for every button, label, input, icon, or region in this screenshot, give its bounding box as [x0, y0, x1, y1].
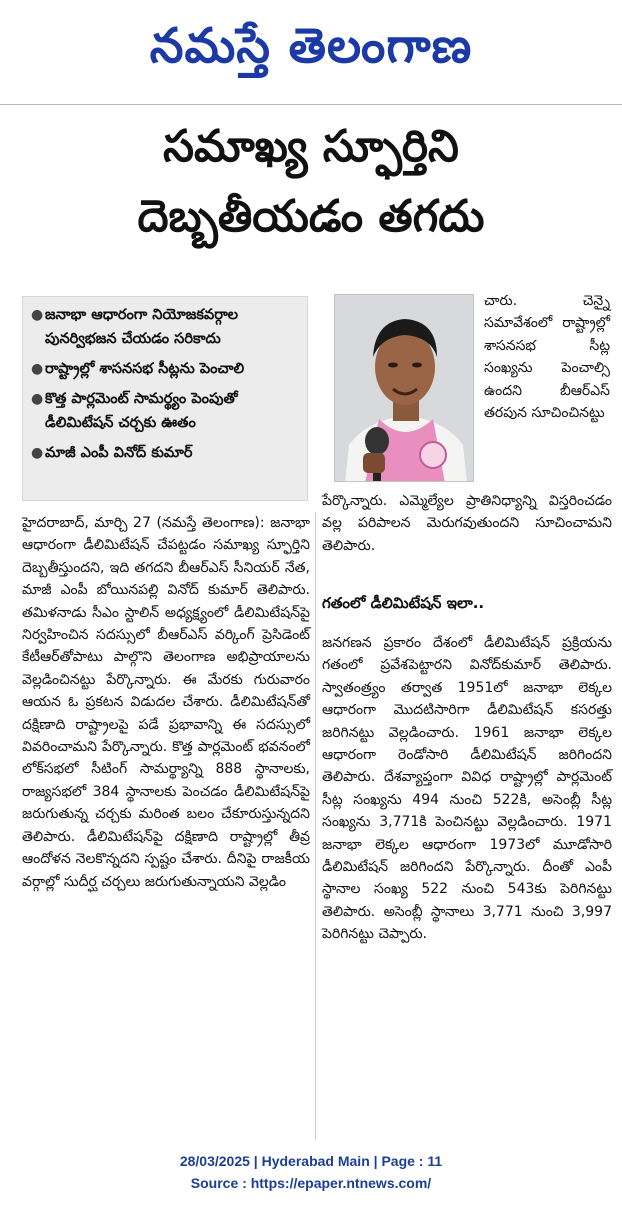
section-subheading: గతంలో డీలిమిటేషన్ ఇలా..: [322, 594, 485, 612]
headline-line-1: సమాఖ్య స్ఫూర్తిని: [163, 121, 459, 172]
article-right-top: [484, 290, 610, 424]
column-divider: [315, 512, 316, 1140]
highlight-item: [31, 357, 301, 381]
highlights-box: [22, 296, 308, 501]
headline-line-2: దెబ్బతీయడం తగదు: [137, 191, 485, 242]
article-paragraph: పేర్కొన్నారు. ఎమ్మెల్యేల ప్రాతినిధ్యాన్ని విస్తరించడం వల్ల పరిపాలన మెరుగవుతుందని సూచించామని తెలిపారు.: [322, 493, 612, 554]
article-left-column: [22, 512, 310, 893]
masthead: [0, 0, 622, 92]
footer-source-link[interactable]: Source : https://epaper.ntnews.com/: [190, 1175, 432, 1191]
bullet-icon: ●: [31, 361, 44, 377]
highlight-item: [31, 387, 301, 435]
article-paragraph: చారు. చెన్నై సమావేశంలో రాష్ట్రాల్లో శాసనసభ సీట్ల సంఖ్యను పెంచాల్సి ఉందని బీఆర్ఎస్ తరపున సూచించినట్టు: [484, 293, 610, 422]
bullet-icon: ●: [31, 391, 44, 407]
portrait-photo: [334, 294, 474, 482]
highlight-text: జనాభా ఆధారంగా నియోజకవర్గాల పునర్విభజన చేయడం సరికాదు: [45, 307, 239, 347]
bullet-icon: ●: [31, 445, 44, 461]
highlight-text: మాజీ ఎంపీ వినోద్ కుమార్: [45, 445, 193, 461]
article-right-continued: [322, 490, 612, 557]
masthead-title: నమస్తే తెలంగాణ: [149, 18, 473, 74]
article-right-lower: [322, 632, 612, 946]
highlight-item: [31, 441, 301, 465]
highlight-text: రాష్ట్రాల్లో శాసనసభ సీట్లను పెంచాలి: [45, 361, 245, 377]
footer-edition-info: 28/03/2025 | Hyderabad Main | Page : 11: [179, 1153, 443, 1169]
portrait-illustration: [335, 295, 474, 482]
article-paragraph: హైదరాబాద్, మార్చి 27 (నమస్తే తెలంగాణ): జనాభా ఆధారంగా డీలిమిటేషన్ చేపట్టడం సమాఖ్య స్ఫూర్తిని దెబ్బతీస్తుందని, ఇది తగదని బీఆర్ఎస్ సీనియర్ నేత, మాజీ ఎంపీ బోయినపల్లి వినోద్ కుమార్ తెలిపారు. తమిళనాడు సీఎం స్టాలిన్ అధ్యక్ష్యంలో డీలిమిటేషన్‌పై నిర్వహించిన సదస్సులో బీఆర్ఎస్ వర్కింగ్ ప్రెసిడెంట్ కేటీఆర్‌తోపాటు పాల్గొని తెలంగాణ అభిప్రాయాలను వెల్లడించినట్టు పేర్కొన్నారు. ఈ మేరకు గురువారం ఆయన ఓ ప్రకటన విడుదల చేశారు. డీలిమిటేషన్‌తో దక్షిణాది రాష్ట్రాలపై పడే ప్రభావాన్ని ఈ సదస్సులో వివరించామని పేర్కొన్నారు. కొత్త పార్లమెంట్ భవనంలో లోక్‌సభలో సీటింగ్ సామర్థ్యాన్ని 888 స్థానాలకు, రాజ్యసభలో 384 స్థానాలకు పెంచడం డీలిమిటేషన్‌పై జరుగుతున్న చర్చకు మరింత బలం చేకూరుస్తున్నదని తెలిపారు. డీలిమిటేషన్‌పై దక్షిణాది రాష్ట్రాల్లో తీవ్ర ఆందోళన నెలకొన్నదని స్పష్టం చేశారు. దీనిపై రాజకీయ వర్గాల్లో సుదీర్ఘ చర్చలు జరుగుతున్నాయని వెల్లడిం: [22, 515, 310, 890]
article-paragraph: జనగణన ప్రకారం దేశంలో డీలిమిటేషన్ ప్రక్రియను గతంలో ప్రవేశపెట్టారని వినోద్‌కుమార్ తెలిపారు. స్వాతంత్ర్యం తర్వాత 1951లో జనాభా లెక్కల ఆధారంగా మొదటిసారిగా డీలిమిటేషన్ కసరత్తు జరిగినట్టు వెల్లడించారు. 1961 జనాభా లెక్కల ఆధారంగా రెండోసారి డీలిమిటేషన్ జరిగిందని తెలిపారు. దేశవ్యాప్తంగా వివిధ రాష్ట్రాల్లో పార్లమెంట్ సీట్ల సంఖ్యను 494 నుంచి 522కి, అసెంబ్లీ సీట్ల సంఖ్యను 3,771కి పెంచినట్టు వెల్లడించారు. 1971 జనాభా లెక్కల ఆధారంగా 1973లో మూడోసారి డీలిమిటేషన్ జరిగిందని పేర్కొన్నారు. దీంతో ఎంపీ స్థానాల సంఖ్య 522 నుంచి 543కు పెరిగినట్టు తెలిపారు. అసెంబ్లీ స్థానాలు 3,771 నుంచి 3,997 పెరిగినట్టు చెప్పారు.: [322, 635, 612, 943]
footer: [0, 1150, 622, 1194]
highlight-text: కొత్త పార్లమెంట్ సామర్థ్యం పెంపుతో డీలిమిటేషన్ చర్చకు ఊతం: [45, 391, 238, 431]
bullet-icon: ●: [31, 307, 44, 323]
masthead-rule: [0, 104, 622, 105]
headline: [0, 116, 622, 248]
highlight-item: [31, 303, 301, 351]
